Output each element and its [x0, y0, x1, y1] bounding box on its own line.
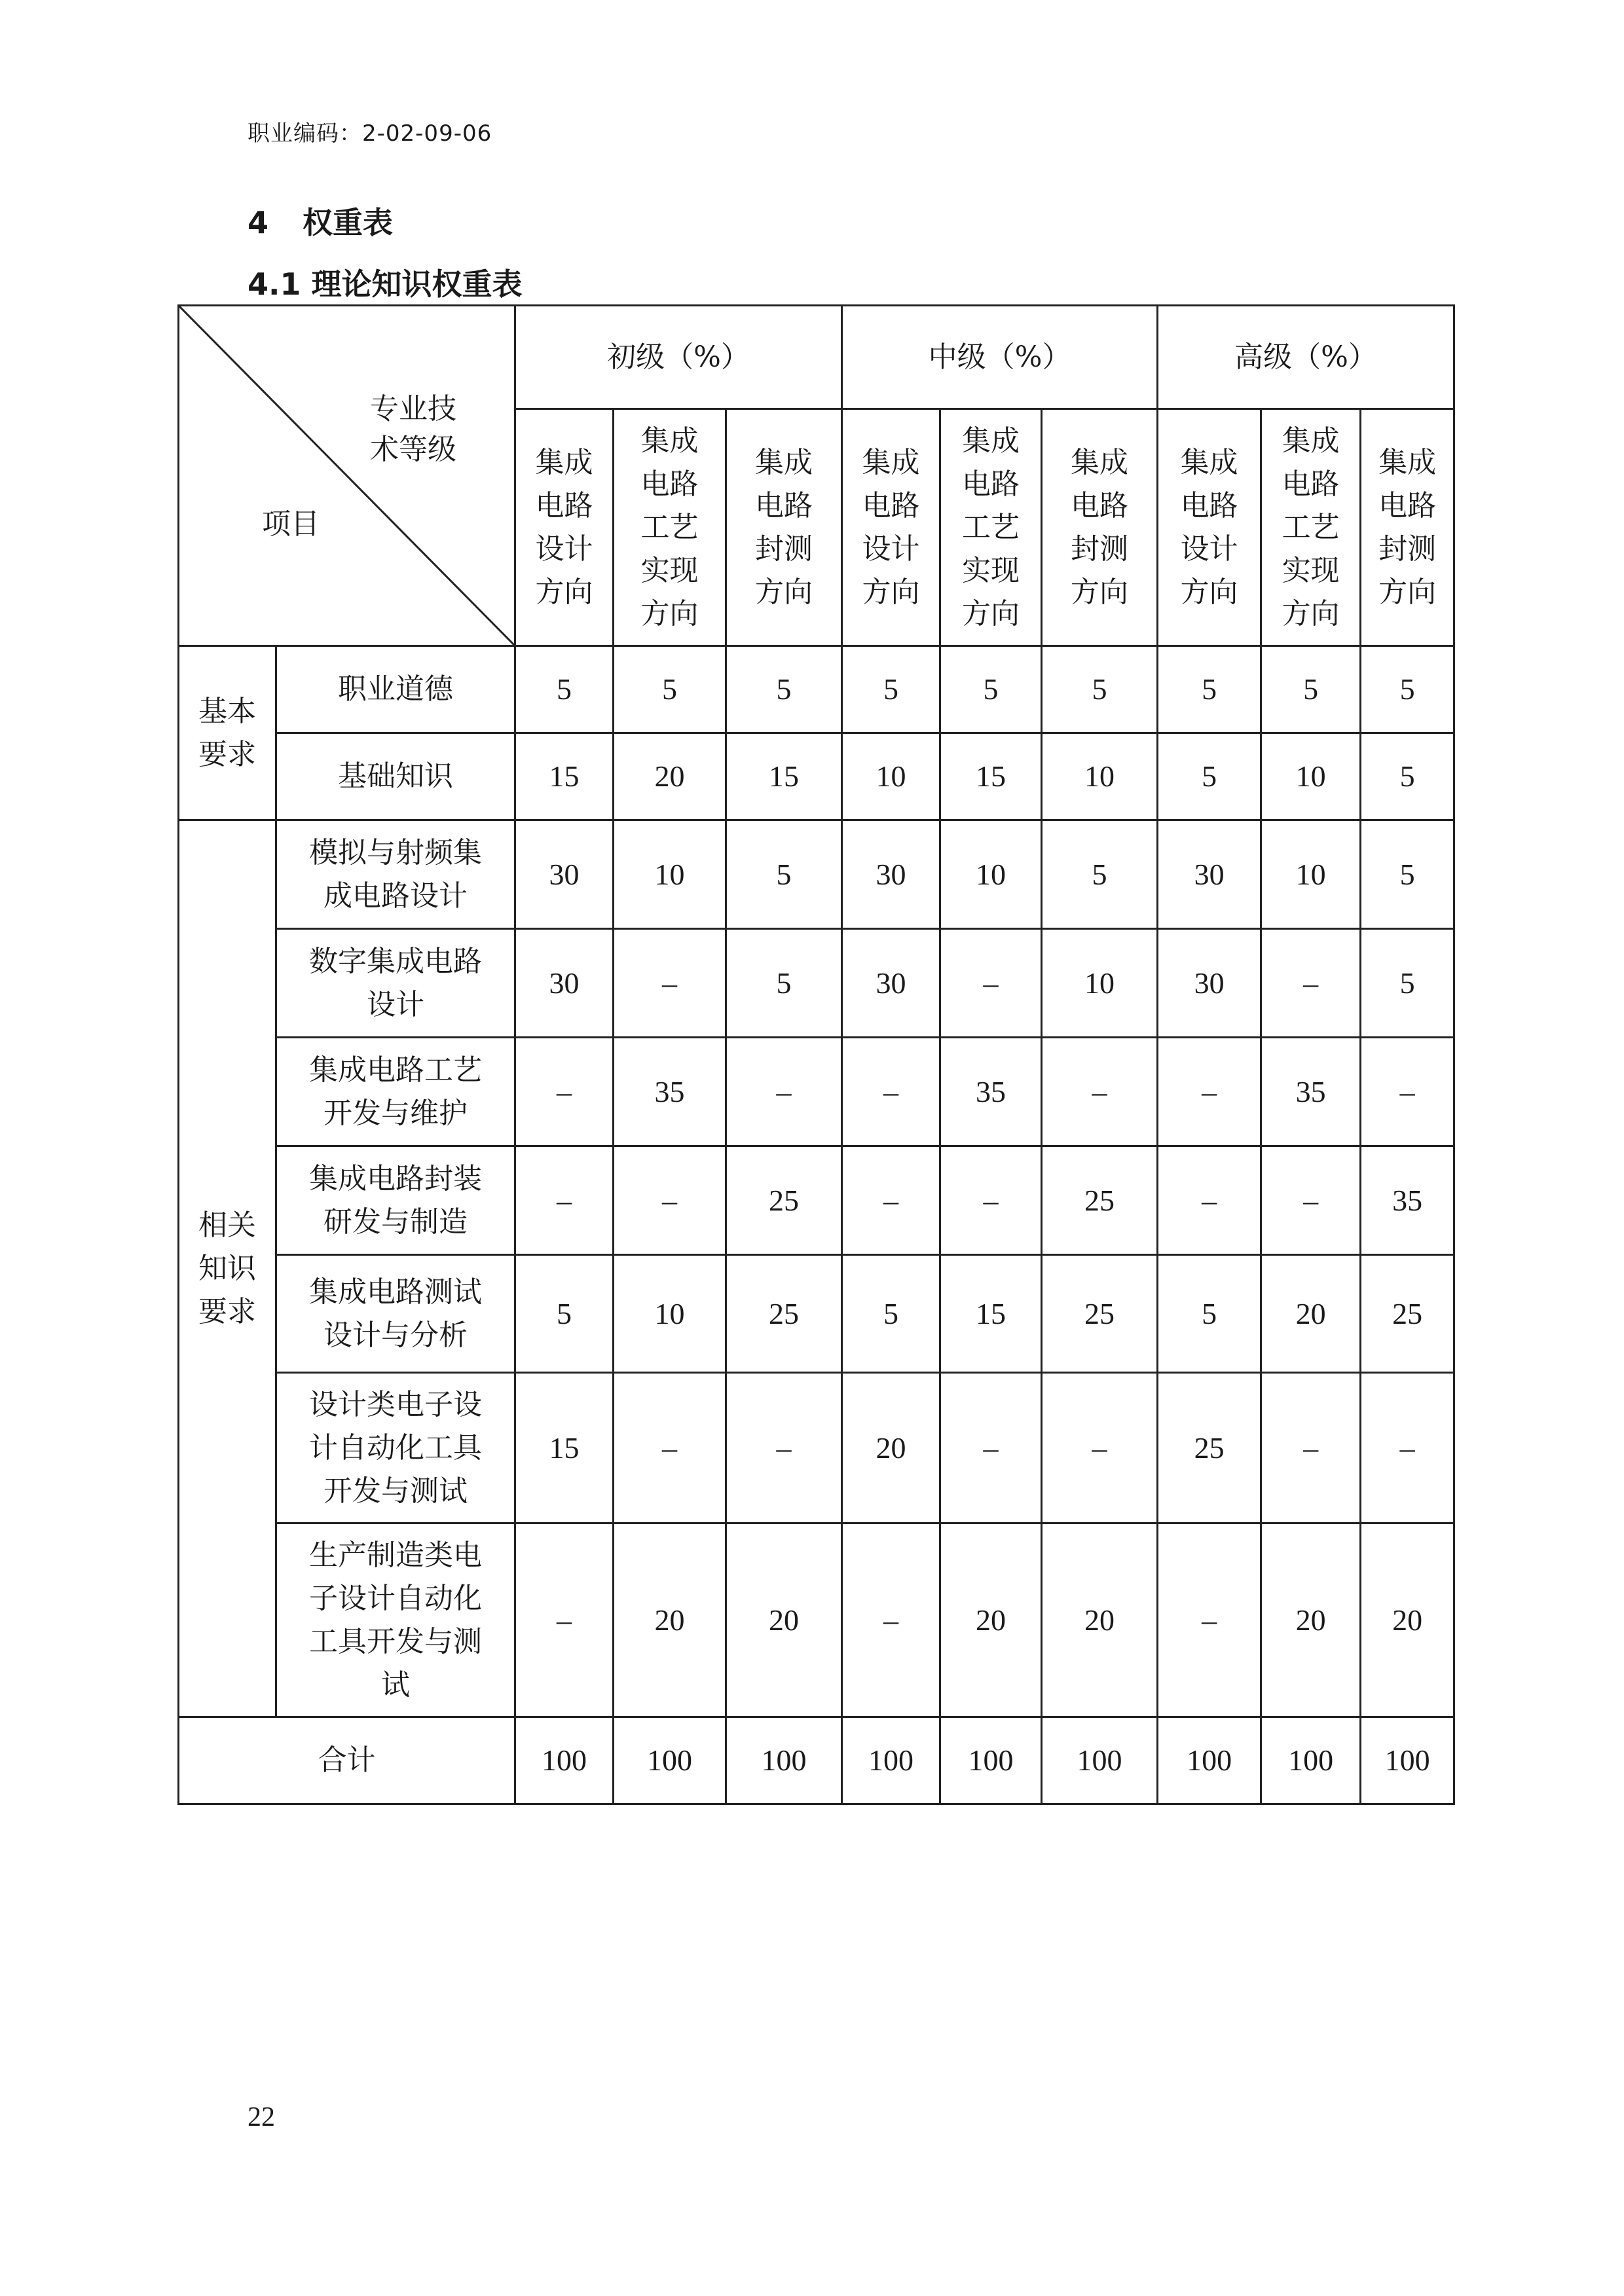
total-value: 100: [940, 1717, 1042, 1804]
table-row: [179, 733, 1454, 820]
item-name: [276, 1146, 515, 1255]
weight-value: 5: [726, 929, 842, 1038]
direction-header: [1361, 409, 1454, 646]
weight-value: –: [1361, 1038, 1454, 1146]
weight-value: –: [515, 1523, 614, 1717]
text-line: 集成: [1282, 424, 1340, 458]
text-line: 实现: [962, 553, 1020, 587]
weight-value: 20: [614, 1523, 726, 1717]
weight-value: 5: [842, 646, 940, 733]
direction-header: [515, 409, 614, 646]
text-line: 设计: [1180, 532, 1238, 566]
direction-header: [940, 409, 1042, 646]
weight-value: 10: [614, 820, 726, 929]
text-line: 封测: [1378, 532, 1437, 566]
text-line: 研发与制造: [323, 1205, 468, 1239]
group-basic-requirements: [179, 646, 276, 820]
text-line: 设计类电子设: [309, 1387, 482, 1421]
text-line: 工具开发与测: [309, 1624, 482, 1658]
text-line: 数字集成电路: [309, 944, 482, 978]
total-label: 合计: [179, 1717, 515, 1804]
text-line: 方向: [862, 575, 920, 609]
text-line: 电路: [640, 467, 699, 501]
text-line: 职业道德: [338, 672, 453, 706]
table-row: [179, 1523, 1454, 1717]
total-value: 100: [842, 1717, 940, 1804]
total-row: [179, 1717, 1454, 1804]
section-heading: [248, 199, 393, 242]
text-line: 集成电路封装: [309, 1161, 482, 1195]
text-line: 方向: [962, 596, 1020, 630]
text-line: 实现: [640, 553, 699, 587]
weight-value: 5: [515, 1255, 614, 1373]
item-name: [276, 1373, 515, 1523]
item-name: [276, 1255, 515, 1373]
weight-value: 15: [726, 733, 842, 820]
weight-value: 20: [726, 1523, 842, 1717]
text-line: 开发与维护: [323, 1096, 468, 1130]
weight-value: –: [1361, 1373, 1454, 1523]
text-line: 开发与测试: [323, 1474, 468, 1508]
weight-value: 5: [1158, 733, 1261, 820]
total-value: 100: [1261, 1717, 1361, 1804]
weight-value: –: [1042, 1373, 1158, 1523]
text-line: 电路: [1071, 488, 1129, 522]
weight-value: –: [726, 1038, 842, 1146]
corner-level-label: 专业技 术等级: [370, 392, 456, 466]
subsection-heading: 4.1 理论知识权重表: [248, 266, 523, 302]
weight-value: 35: [614, 1038, 726, 1146]
item-name: [276, 929, 515, 1038]
weight-value: 20: [1042, 1523, 1158, 1717]
text-line: 集成: [640, 424, 699, 458]
text-line: 相关: [198, 1208, 256, 1242]
weight-value: 5: [842, 1255, 940, 1373]
weight-value: –: [614, 1373, 726, 1523]
header-corner-cell: [179, 306, 515, 646]
level-header-intermediate: 中级（%）: [842, 306, 1158, 409]
weight-value: 10: [1042, 929, 1158, 1038]
weight-value: 35: [1361, 1146, 1454, 1255]
text-line: 生产制造类电: [309, 1538, 482, 1572]
text-line: 电路: [1282, 467, 1340, 501]
weight-value: 10: [1042, 733, 1158, 820]
weight-value: 25: [1158, 1373, 1261, 1523]
text-line: 要求: [198, 1294, 256, 1328]
weight-value: –: [842, 1523, 940, 1717]
weight-value: 5: [1042, 646, 1158, 733]
section-title: 权重表: [303, 205, 393, 240]
weight-value: 10: [842, 733, 940, 820]
weight-value: 30: [842, 820, 940, 929]
weight-value: –: [1158, 1523, 1261, 1717]
weight-value: 5: [1361, 820, 1454, 929]
total-value: 100: [1158, 1717, 1261, 1804]
text-line: 集成: [1180, 445, 1238, 479]
weight-value: 5: [726, 820, 842, 929]
corner-item-label: 项目: [262, 507, 320, 541]
direction-header: [1042, 409, 1158, 646]
item-name: [276, 646, 515, 733]
weight-value: 10: [940, 820, 1042, 929]
weight-value: 25: [1361, 1255, 1454, 1373]
weight-value: 25: [1042, 1146, 1158, 1255]
weight-value: 30: [842, 929, 940, 1038]
text-line: 集成: [755, 445, 813, 479]
weight-value: 20: [842, 1373, 940, 1523]
weight-value: –: [1158, 1146, 1261, 1255]
weight-value: 20: [1361, 1523, 1454, 1717]
weight-value: –: [515, 1038, 614, 1146]
text-line: 模拟与射频集: [309, 835, 482, 869]
text-line: 集成: [962, 424, 1020, 458]
text-line: 电路: [862, 488, 920, 522]
table-row: [179, 646, 1454, 733]
text-line: 方向: [1282, 596, 1340, 630]
weight-value: –: [1261, 929, 1361, 1038]
weight-value: 5: [1261, 646, 1361, 733]
weight-value: 30: [515, 820, 614, 929]
direction-header: [842, 409, 940, 646]
weight-value: –: [842, 1038, 940, 1146]
item-name: [276, 1523, 515, 1717]
direction-header: [1261, 409, 1361, 646]
item-name: [276, 1038, 515, 1146]
weight-value: 15: [940, 733, 1042, 820]
weight-value: 20: [940, 1523, 1042, 1717]
level-header-senior: 高级（%）: [1158, 306, 1454, 409]
weight-value: –: [940, 1373, 1042, 1523]
weight-value: 10: [614, 1255, 726, 1373]
weight-value: 5: [614, 646, 726, 733]
text-line: 子设计自动化: [309, 1581, 482, 1615]
direction-header: [614, 409, 726, 646]
weight-value: 5: [515, 646, 614, 733]
text-line: 实现: [1282, 553, 1340, 587]
page-number: 22: [248, 2102, 275, 2132]
total-value: 100: [1361, 1717, 1454, 1804]
table-row: [179, 1255, 1454, 1373]
weight-value: 35: [940, 1038, 1042, 1146]
weight-value: –: [1261, 1373, 1361, 1523]
text-line: 集成: [1071, 445, 1129, 479]
weight-value: 35: [1261, 1038, 1361, 1146]
weight-value: –: [515, 1146, 614, 1255]
weight-value: –: [614, 1146, 726, 1255]
weight-value: 20: [1261, 1255, 1361, 1373]
text-line: 知识: [198, 1251, 256, 1285]
weight-value: –: [940, 1146, 1042, 1255]
item-name: [276, 733, 515, 820]
weight-value: 10: [1261, 733, 1361, 820]
weight-value: 20: [1261, 1523, 1361, 1717]
text-line: 集成电路工艺: [309, 1053, 482, 1087]
weight-value: 25: [726, 1255, 842, 1373]
text-line: 方向: [1378, 575, 1437, 609]
document-code: 职业编码：2-02-09-06: [248, 120, 492, 147]
weight-value: 30: [1158, 929, 1261, 1038]
text-line: 电路: [755, 488, 813, 522]
text-line: 封测: [1071, 532, 1129, 566]
text-line: 要求: [198, 737, 256, 771]
text-line: 工艺: [640, 510, 699, 544]
text-line: 集成电路测试: [309, 1275, 482, 1309]
text-line: 设计: [862, 532, 920, 566]
text-line: 方向: [535, 575, 593, 609]
text-line: 工艺: [1282, 510, 1340, 544]
item-name: [276, 820, 515, 929]
weight-value: 15: [515, 733, 614, 820]
weight-value: 5: [1158, 1255, 1261, 1373]
level-header-junior: 初级（%）: [515, 306, 842, 409]
text-line: 设计: [367, 987, 424, 1021]
table-row: [179, 1038, 1454, 1146]
table-row: [179, 929, 1454, 1038]
text-line: 集成: [535, 445, 593, 479]
weight-value: –: [940, 929, 1042, 1038]
weight-table: [177, 304, 1455, 1805]
text-line: 电路: [1180, 488, 1238, 522]
weight-value: 5: [1361, 646, 1454, 733]
text-line: 基本: [198, 694, 256, 728]
text-line: 集成: [1378, 445, 1437, 479]
total-value: 100: [515, 1717, 614, 1804]
text-line: 电路: [962, 467, 1020, 501]
corner-diagonal-line: [179, 306, 516, 647]
weight-value: 25: [726, 1146, 842, 1255]
total-value: 100: [614, 1717, 726, 1804]
weight-value: 25: [1042, 1255, 1158, 1373]
weight-value: 15: [515, 1373, 614, 1523]
text-line: 封测: [755, 532, 813, 566]
text-line: 成电路设计: [323, 879, 468, 913]
weight-value: –: [842, 1146, 940, 1255]
direction-header: [726, 409, 842, 646]
weight-value: –: [614, 929, 726, 1038]
text-line: 计自动化工具: [309, 1430, 482, 1465]
text-line: 方向: [755, 575, 813, 609]
text-line: 电路: [1378, 488, 1437, 522]
text-line: 方向: [1071, 575, 1129, 609]
weight-value: 30: [1158, 820, 1261, 929]
total-value: 100: [1042, 1717, 1158, 1804]
text-line: 集成: [862, 445, 920, 479]
weight-value: 10: [1261, 820, 1361, 929]
text-line: 方向: [1180, 575, 1238, 609]
weight-value: –: [726, 1373, 842, 1523]
weight-value: –: [1261, 1146, 1361, 1255]
weight-value: 5: [940, 646, 1042, 733]
weight-value: 5: [726, 646, 842, 733]
direction-header: [1158, 409, 1261, 646]
total-value: 100: [726, 1717, 842, 1804]
text-line: 工艺: [962, 510, 1020, 544]
weight-value: 5: [1361, 733, 1454, 820]
weight-value: 20: [614, 733, 726, 820]
table-row: [179, 1373, 1454, 1523]
weight-value: 15: [940, 1255, 1042, 1373]
table-row: [179, 820, 1454, 929]
weight-value: 5: [1158, 646, 1261, 733]
text-line: 电路: [535, 488, 593, 522]
text-line: 设计: [535, 532, 593, 566]
text-line: 方向: [640, 596, 699, 630]
text-line: 基础知识: [338, 759, 453, 793]
table-row: [179, 1146, 1454, 1255]
section-number: 4: [248, 205, 269, 240]
text-line: 试: [381, 1667, 410, 1702]
weight-value: –: [1158, 1038, 1261, 1146]
weight-value: 5: [1042, 820, 1158, 929]
weight-value: 30: [515, 929, 614, 1038]
weight-value: –: [1042, 1038, 1158, 1146]
weight-value: 5: [1361, 929, 1454, 1038]
group-related-knowledge: [179, 820, 276, 1717]
text-line: 设计与分析: [323, 1318, 468, 1352]
